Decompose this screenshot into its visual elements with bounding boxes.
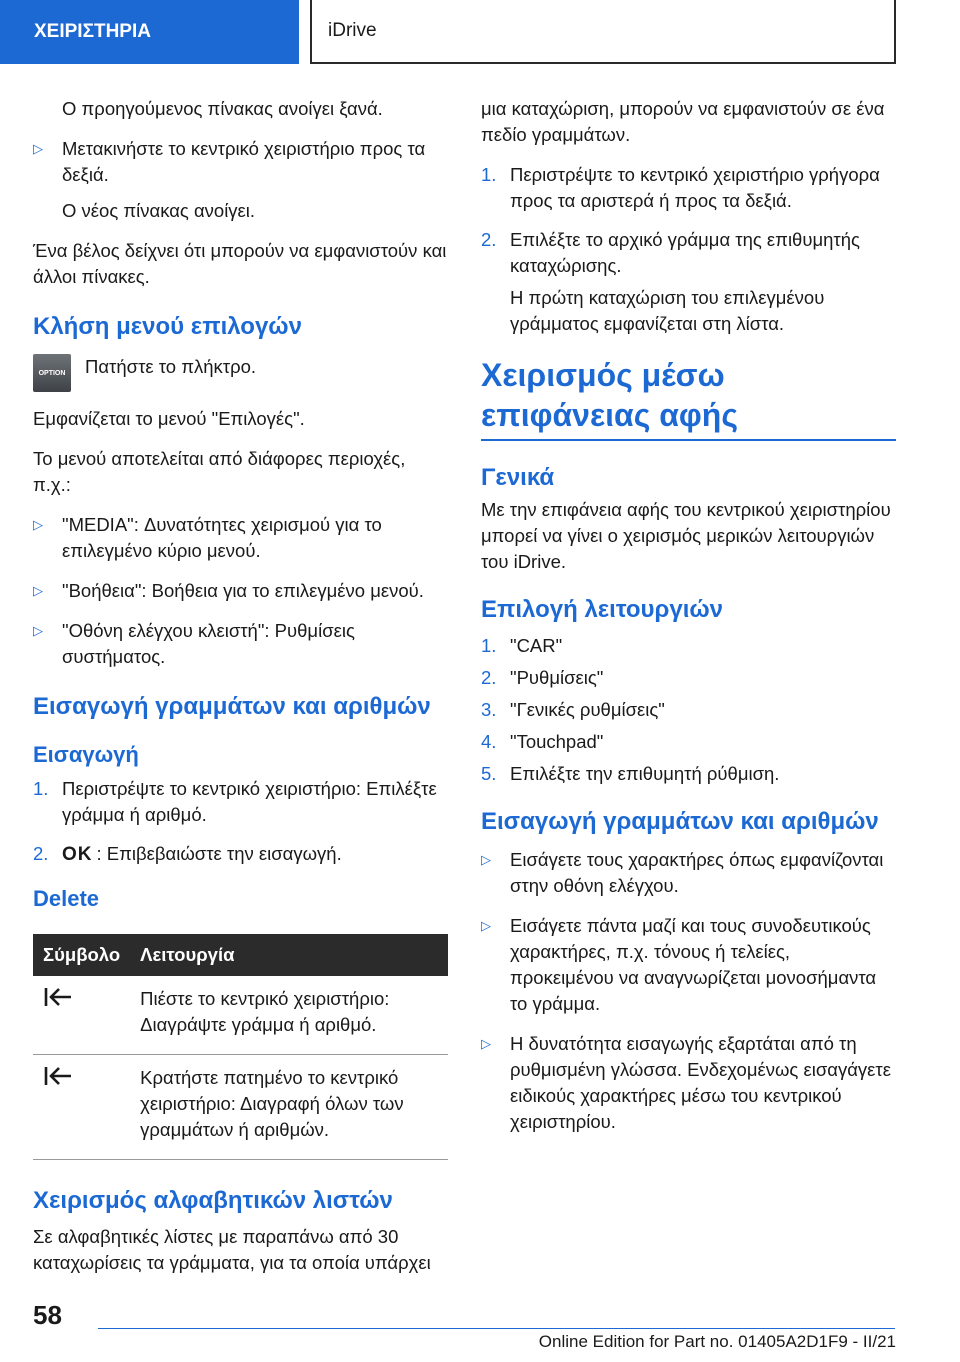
page-number: 58	[33, 1300, 62, 1330]
list-item	[481, 847, 896, 899]
paragraph: Ο προηγούμενος πίνακας ανοίγει ξανά.	[62, 98, 383, 119]
list-item	[33, 136, 448, 188]
step-text: Επιλέξτε το αρχικό γράμμα της επιθυμητής καταχώρισης.	[510, 229, 860, 276]
section-heading: Χειρισμός αλφαβητικών λιστών	[33, 1187, 393, 1214]
option-key-icon: OPTION	[33, 354, 71, 392]
triangle-right-icon: ▷	[481, 852, 491, 867]
paragraph: Ο νέος πίνακας ανοίγει.	[62, 200, 256, 221]
paragraph: Ένα βέλος δείχνει ότι μπορούν να εμφανιστούν και άλλοι πίνακες.	[33, 240, 447, 287]
triangle-right-icon: ▷	[33, 623, 43, 638]
numbered-step	[481, 761, 896, 787]
step-number: 4.	[481, 731, 497, 752]
paragraph: Εμφανίζεται το μενού "Επιλογές".	[33, 408, 305, 429]
backspace-arrow-icon	[43, 986, 73, 1008]
step-text: "Γενικές ρυθμίσεις"	[510, 699, 665, 720]
paragraph: Πατήστε το πλήκτρο.	[85, 356, 257, 377]
step-number: 1.	[481, 635, 497, 656]
footer-edition: Online Edition for Part no. 01405A2D1F9 - II/21	[538, 1332, 896, 1351]
backspace-arrow-icon	[43, 1065, 73, 1087]
numbered-step	[481, 729, 896, 755]
table-row	[33, 976, 448, 1055]
step-number: 2.	[481, 667, 497, 688]
list-item	[33, 512, 448, 564]
list-item	[33, 578, 448, 604]
step-number: 2.	[481, 229, 497, 250]
numbered-step	[481, 162, 896, 214]
step-number: 5.	[481, 763, 497, 784]
list-item	[481, 1031, 896, 1135]
subsection-heading: Εισαγωγή	[33, 742, 139, 767]
column-header: Σύμβολο	[33, 934, 130, 976]
list-item-text: Εισάγετε τους χαρακτήρες όπως εμφανίζονται στην οθόνη ελέγχου.	[510, 849, 884, 896]
footer-divider	[98, 1328, 895, 1329]
left-column	[33, 96, 448, 1276]
numbered-step	[33, 776, 448, 828]
numbered-step	[481, 665, 896, 691]
section-heading: Εισαγωγή γραμμάτων και αριθμών	[33, 693, 431, 720]
step-text: : Επιβεβαιώστε την εισαγωγή.	[96, 843, 342, 864]
section-heading: Κλήση μενού επιλογών	[33, 313, 302, 340]
triangle-right-icon: ▷	[33, 583, 43, 598]
list-item	[33, 618, 448, 670]
paragraph: μια καταχώριση, μπορούν να εμφανιστούν σε ένα πεδίο γραμμάτων.	[481, 98, 885, 145]
numbered-step	[33, 841, 448, 868]
section-heading: Επιλογή λειτουργιών	[481, 596, 724, 623]
paragraph: Με την επιφάνεια αφής του κεντρικού χειριστηρίου μπορεί να γίνει ο χειρισμός μερικών λειτουργιών του iDrive.	[481, 499, 891, 572]
section-heading: Εισαγωγή γραμμάτων και αριθμών	[481, 808, 879, 835]
table-cell	[33, 1055, 130, 1160]
step-text: Περιστρέψτε το κεντρικό χειριστήριο γρήγορα προς τα αριστερά ή προς τα δεξιά.	[510, 164, 880, 211]
table-cell	[33, 976, 130, 1055]
section-heading: Γενικά	[481, 464, 555, 491]
table-header-row	[33, 934, 448, 976]
subsection-heading: Delete	[33, 886, 100, 911]
step-number: 1.	[481, 164, 497, 185]
ok-icon: OK	[62, 844, 93, 865]
step-number: 2.	[33, 843, 49, 864]
page-header-title: iDrive	[310, 0, 896, 64]
list-item	[481, 913, 896, 1017]
triangle-right-icon: ▷	[481, 918, 491, 933]
triangle-right-icon: ▷	[33, 517, 43, 532]
list-item-text: Η δυνατότητα εισαγωγής εξαρτάται από τη ρυθμισμένη γλώσσα. Ενδεχομένως εισαγάγετε ειδικούς χαρακτήρες μέσω του κεντρικού χειριστηρίου.	[510, 1033, 891, 1132]
step-text: "Touchpad"	[510, 731, 604, 752]
table-row	[33, 1055, 448, 1160]
table-cell: Πιέστε το κεντρικό χειριστήριο: Διαγράψτε γράμμα ή αριθμό.	[130, 976, 448, 1055]
list-item-text: "Βοήθεια": Βοήθεια για το επιλεγμένο μενού.	[62, 580, 424, 601]
paragraph: Το μενού αποτελείται από διάφορες περιοχές, π.χ.:	[33, 448, 406, 495]
table-cell: Κρατήστε πατημένο το κεντρικό χειριστήριο: Διαγραφή όλων των γραμμάτων ή αριθμών.	[130, 1055, 448, 1160]
list-item-text: Εισάγετε πάντα μαζί και τους συνοδευτικούς χαρακτήρες, π.χ. τόνους ή τελείες, προκειμένου να αναγνωρίζεται μονοσήμαντα το γράμμα.	[510, 915, 877, 1014]
section-tab: ΧΕΙΡΙΣΤΗΡΙΑ	[0, 0, 299, 64]
step-text: Περιστρέψτε το κεντρικό χειριστήριο: Επιλέξτε γράμμα ή αριθμό.	[62, 778, 437, 825]
list-item-text: Μετακινήστε το κεντρικό χειριστήριο προς τα δεξιά.	[62, 138, 426, 185]
option-key-row	[33, 354, 448, 392]
step-number: 3.	[481, 699, 497, 720]
numbered-step	[481, 633, 896, 659]
list-item-text: "MEDIA": Δυνατότητες χειρισμού για το επιλεγμένο κύριο μενού.	[62, 514, 382, 561]
list-item-text: "Οθόνη ελέγχου κλειστή": Ρυθμίσεις συστήματος.	[62, 620, 355, 667]
triangle-right-icon: ▷	[481, 1036, 491, 1051]
step-text: "CAR"	[510, 635, 563, 656]
step-text: Επιλέξτε την επιθυμητή ρύθμιση.	[510, 763, 780, 784]
step-text: "Ρυθμίσεις"	[510, 667, 604, 688]
paragraph: Σε αλφαβητικές λίστες με παραπάνω από 30 καταχωρίσεις τα γράμματα, για τα οποία υπάρχει	[33, 1226, 431, 1273]
triangle-right-icon: ▷	[33, 141, 43, 156]
numbered-step	[481, 227, 896, 279]
step-number: 1.	[33, 778, 49, 799]
numbered-step	[481, 697, 896, 723]
chapter-heading: Χειρισμός μέσω επιφάνειας αφής	[481, 355, 896, 441]
right-column	[481, 96, 896, 1149]
column-header: Λειτουργία	[130, 934, 448, 976]
delete-table	[33, 934, 448, 1160]
paragraph: Η πρώτη καταχώριση του επιλεγμένου γράμματος εμφανίζεται στη λίστα.	[510, 287, 825, 334]
